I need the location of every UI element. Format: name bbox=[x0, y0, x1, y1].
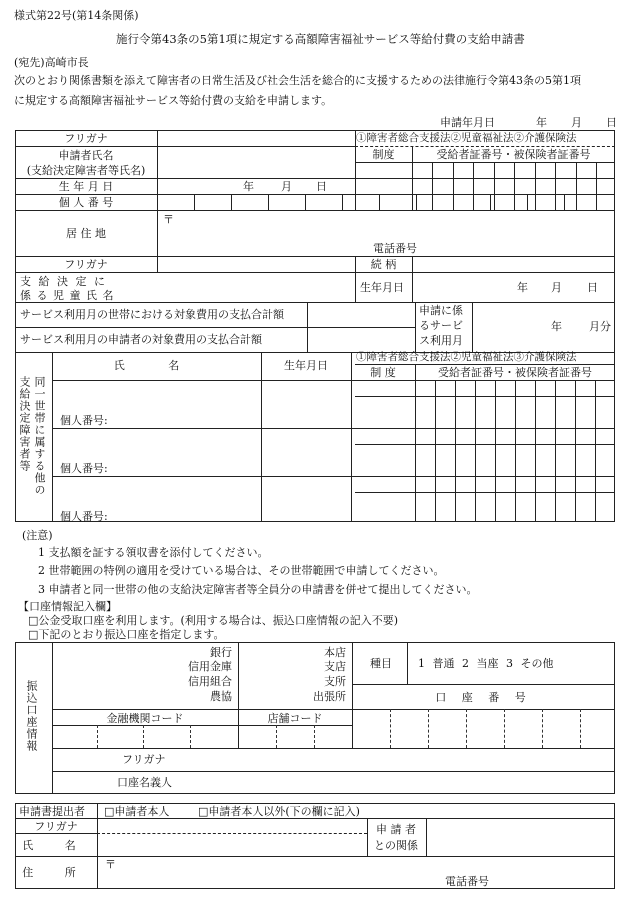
account-furigana-label: フリガナ bbox=[122, 753, 166, 766]
date-year: 年 bbox=[536, 116, 547, 129]
bank-type: 信用金庫 bbox=[188, 660, 232, 673]
date-day: 日 bbox=[606, 116, 617, 129]
service-month-unit: 月分 bbox=[589, 320, 611, 333]
child-furigana-label: フリガナ bbox=[64, 258, 108, 271]
form-title: 施行令第43条の5第1項に規定する高額障害福祉サービス等給付費の支給申請書 bbox=[116, 32, 525, 46]
account-holder-label: 口座名義人 bbox=[117, 776, 172, 789]
submitter-furigana-label: フリガナ bbox=[34, 820, 78, 833]
bank-type: 銀行 bbox=[210, 646, 232, 659]
relation-label-2: との関係 bbox=[374, 839, 418, 852]
member-system-label: 制 度 bbox=[370, 366, 396, 379]
service-month-label-3: ス利用月 bbox=[419, 334, 463, 347]
child-birth-day: 日 bbox=[587, 281, 598, 294]
birthdate-label: 生 年 月 日 bbox=[58, 180, 114, 193]
addressee: (宛先)高崎市長 bbox=[14, 56, 89, 69]
submitter-label: 申請書提出者 bbox=[19, 805, 85, 818]
account-heading: 【口座情報記入欄】 bbox=[18, 600, 117, 613]
postal-mark: 〒 bbox=[163, 213, 174, 226]
applicant-name-label: 申請者氏名 bbox=[58, 149, 114, 162]
note-item: 3 申請者と同一世帯の他の支給決定障害者等全員分の申請書を併せて提出してください。 bbox=[38, 583, 478, 596]
submitter-other-option[interactable]: □申請者本人以外(下の欄に記入) bbox=[198, 805, 360, 818]
intro-text: 次のとおり関係書類を添えて障害者の日常生活及び社会生活を総合的に支援するための法律施行令第43条の5第1項 bbox=[14, 74, 581, 87]
branch-code-label: 店舗コード bbox=[267, 712, 323, 725]
applicant-name-sub: (支給決定障害者等氏名) bbox=[26, 164, 146, 177]
applicant-total-label: サービス利用月の申請者の対象費用の支払合計額 bbox=[20, 333, 262, 346]
bank-type: 信用組合 bbox=[188, 675, 232, 688]
member-mynumber: 個人番号: bbox=[60, 414, 108, 427]
bank-code-label: 金融機関コード bbox=[106, 712, 184, 725]
member-birth-header: 生年月日 bbox=[284, 359, 328, 372]
cert-number-label: 受給者証番号・被保険者証番号 bbox=[436, 148, 591, 161]
form-number: 様式第22号(第14条関係) bbox=[14, 9, 139, 22]
account-kinds: 1 普通 2 当座 3 その他 bbox=[418, 657, 554, 670]
notes-heading: (注意) bbox=[22, 529, 53, 542]
account-side-label: 振込口座情報 bbox=[25, 680, 38, 752]
birth-month: 月 bbox=[281, 180, 292, 193]
service-year: 年 bbox=[551, 320, 562, 333]
account-kind-label: 種目 bbox=[370, 657, 392, 670]
submitter-postal-mark: 〒 bbox=[105, 858, 116, 871]
phone-label: 電話番号 bbox=[373, 242, 417, 255]
submitter-phone-label: 電話番号 bbox=[445, 875, 489, 888]
child-birth-label: 生年月日 bbox=[360, 281, 404, 294]
relation-label: 申 請 者 bbox=[376, 823, 416, 836]
member-mynumber: 個人番号: bbox=[60, 510, 108, 523]
birth-day: 日 bbox=[316, 180, 327, 193]
system-label: 制度 bbox=[372, 148, 395, 161]
account-number-label: 口 座 番 号 bbox=[435, 691, 532, 704]
household-side-label: 同一世帯に属する他の bbox=[33, 376, 46, 496]
intro-text-2: に規定する高額障害福祉サービス等給付費の支給を申請します。 bbox=[14, 94, 333, 107]
branch-type: 支所 bbox=[324, 675, 346, 688]
address-label: 居 住 地 bbox=[66, 227, 106, 240]
branch-type: 本店 bbox=[324, 646, 346, 659]
service-month-label-2: るサービ bbox=[419, 319, 463, 332]
relation-label: 続 柄 bbox=[370, 258, 397, 271]
member-cert-label: 受給者証番号・被保険者証番号 bbox=[438, 366, 592, 379]
note-item: 1 支払額を証する領収書を添付してください。 bbox=[38, 546, 269, 559]
application-date-label: 申請年月日 bbox=[440, 116, 495, 129]
bank-type: 農協 bbox=[210, 690, 232, 703]
submitter-address-label: 住 所 bbox=[22, 866, 90, 879]
public-account-option[interactable]: □公金受取口座を利用します。(利用する場合は、振込口座情報の記入不要) bbox=[28, 614, 399, 627]
designated-account-option[interactable]: □下記のとおり振込口座を指定します。 bbox=[28, 628, 225, 641]
member-name-header: 氏 名 bbox=[113, 359, 200, 372]
household-side-label-2: 支給決定障害者等 bbox=[18, 376, 31, 472]
child-birth-month: 月 bbox=[551, 281, 562, 294]
note-item: 2 世帯範囲の特例の適用を受けている場合は、その世帯範囲で申請してください。 bbox=[38, 564, 445, 577]
member-insurance-label: ①障害者総合支援法②児童福祉法③介護保険法 bbox=[356, 351, 577, 363]
birth-year: 年 bbox=[243, 180, 254, 193]
branch-type: 支店 bbox=[324, 660, 346, 673]
furigana-label: フリガナ bbox=[64, 132, 108, 145]
child-birth-year: 年 bbox=[517, 281, 528, 294]
member-mynumber: 個人番号: bbox=[60, 462, 108, 475]
child-name-label-2: 係 る 児 童 氏 名 bbox=[20, 289, 115, 302]
branch-type: 出張所 bbox=[313, 690, 346, 703]
household-total-label: サービス利用月の世帯における対象費用の支払合計額 bbox=[20, 308, 284, 321]
service-month-label: 申請に係 bbox=[419, 304, 463, 317]
submitter-name-label: 氏 名 bbox=[22, 839, 90, 852]
submitter-self-option[interactable]: □申請者本人 bbox=[104, 805, 170, 818]
date-month: 月 bbox=[571, 116, 582, 129]
insurance-law-label: ①障害者総合支援法②児童福祉法②介護保険法 bbox=[356, 132, 577, 144]
child-name-label: 支 給 決 定 に bbox=[20, 275, 107, 288]
mynumber-label: 個 人 番 号 bbox=[58, 196, 114, 209]
